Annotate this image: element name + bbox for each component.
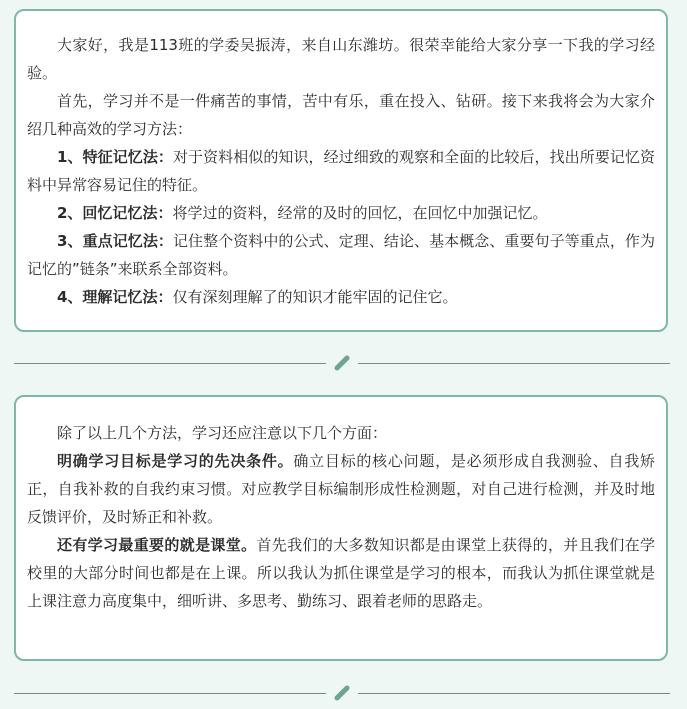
method-4-text: 仅有深刻理解了的知识才能牢固的记住它。 bbox=[172, 288, 458, 306]
intro-card bbox=[14, 9, 668, 332]
divider-line-right bbox=[358, 363, 670, 364]
intro-paragraph: 首先，学习并不是一件痛苦的事情，苦中有乐，重在投入、钻研。接下来我将会为大家介绍几种高效的学习方法： bbox=[27, 92, 655, 138]
classroom-heading: 还有学习最重要的就是课堂。 bbox=[57, 536, 257, 554]
bottom-divider bbox=[14, 685, 670, 701]
method-3-paragraph bbox=[27, 227, 655, 283]
method-2-paragraph bbox=[27, 199, 655, 227]
method-4-paragraph bbox=[27, 283, 655, 311]
goal-text: 确立目标的核心问题，是必须形成自我测验、自我矫正，自我补救的自我约束习惯。对应教学目标编制形成性检测题，对自己进行检测，并及时地反馈评价，及时矫正和补救。 bbox=[27, 452, 655, 526]
method-4-title: 4、理解记忆法： bbox=[57, 288, 173, 306]
section-divider bbox=[14, 355, 670, 371]
tips-card bbox=[14, 395, 668, 661]
classroom-text: 首先我们的大多数知识都是由课堂上获得的，并且我们在学校里的大部分时间也都是在上课。所以我认为抓住课堂是学习的根本，而我认为抓住课堂就是上课注意力高度集中，细听讲、多思考、勤练习、跟着老师的思路走。 bbox=[27, 536, 655, 610]
method-3-title: 3、重点记忆法： bbox=[57, 232, 173, 250]
tips-intro-paragraph: 除了以上几个方法，学习还应注意以下几个方面： bbox=[57, 424, 388, 442]
pencil-icon bbox=[332, 685, 352, 701]
goal-paragraph bbox=[27, 447, 655, 531]
divider-line-right bbox=[358, 693, 670, 694]
method-1-paragraph bbox=[27, 143, 655, 199]
greeting-paragraph: 大家好，我是113班的学委吴振涛，来自山东潍坊。很荣幸能给大家分享一下我的学习经验。 bbox=[27, 36, 655, 82]
method-2-text: 将学过的资料，经常的及时的回忆，在回忆中加强记忆。 bbox=[172, 204, 548, 222]
method-1-title: 1、特征记忆法： bbox=[57, 148, 173, 166]
goal-heading: 明确学习目标是学习的先决条件。 bbox=[57, 452, 294, 470]
method-3-text: 记住整个资料中的公式、定理、结论、基本概念、重要句子等重点，作为记忆的”链条”来联系全部资料。 bbox=[27, 232, 655, 278]
pencil-icon bbox=[332, 355, 352, 371]
classroom-paragraph bbox=[27, 531, 655, 615]
method-1-text: 对于资料相似的知识，经过细致的观察和全面的比较后，找出所要记忆资料中异常容易记住的特征。 bbox=[27, 148, 655, 194]
divider-line-left bbox=[14, 693, 326, 694]
method-2-title: 2、回忆记忆法： bbox=[57, 204, 173, 222]
divider-line-left bbox=[14, 363, 326, 364]
